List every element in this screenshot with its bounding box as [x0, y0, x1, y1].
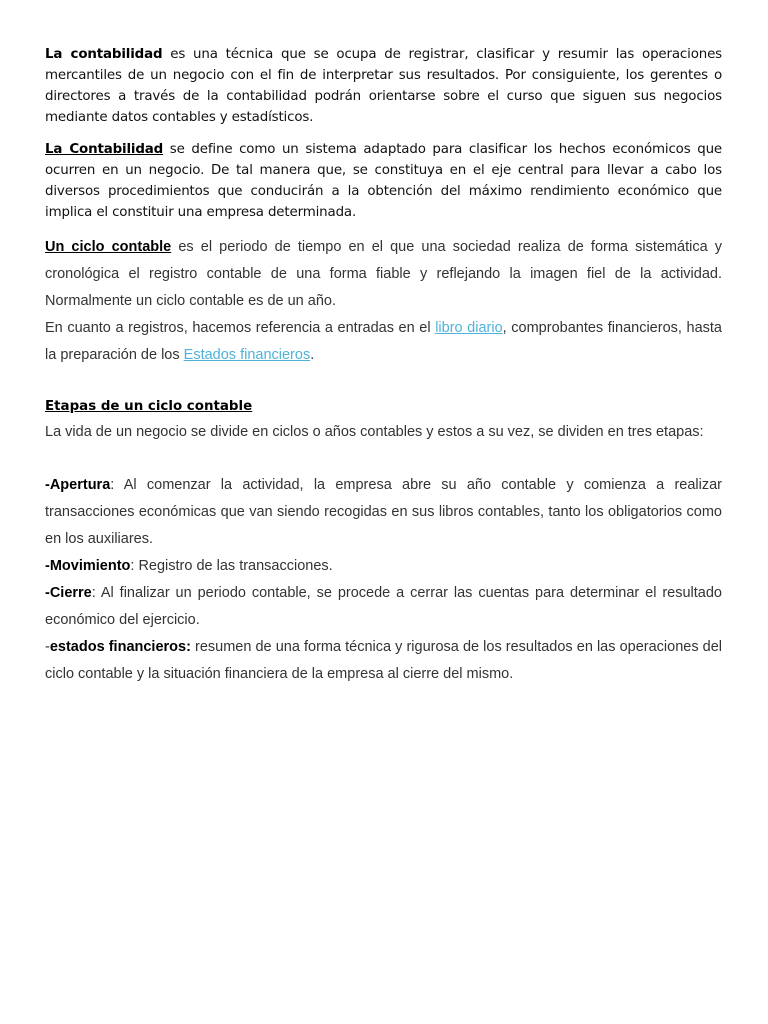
paragraph-text: , comprobantes financieros, hasta la preparación de los	[45, 320, 722, 363]
paragraph-contabilidad-definition	[45, 44, 722, 128]
link-estados-financieros[interactable]: Estados financieros	[183, 347, 311, 363]
stage-dash: -	[45, 639, 50, 655]
paragraph-ciclo-contable	[45, 234, 722, 315]
paragraph-text: se define como un sistema adaptado para clasificar los hechos económicos que ocurren en un negocio. De tal manera que, se constituya en el eje central para llevar a cabo los diversos procedimientos que conducirán a la obtención del máximo rendimiento económico que implica el constituir una empresa determinada.	[45, 142, 722, 220]
paragraph-text: es el periodo de tiempo en el que una sociedad realiza de forma sistemática y cronológica el registro contable de una forma fiable y reflejando la imagen fiel de la actividad. Normalmente un ciclo contable es de un año.	[45, 239, 722, 309]
link-libro-diario[interactable]: libro diario	[435, 320, 503, 336]
paragraph-intro: La vida de un negocio se divide en ciclos o años contables y estos a su vez, se dividen en tres etapas:	[45, 424, 704, 440]
term-la-contabilidad-underlined: La Contabilidad	[45, 142, 164, 157]
paragraph-text: es una técnica que se ocupa de registrar, clasificar y resumir las operaciones mercantiles de un negocio con el fin de interpretar sus resultados. Por consiguiente, los gerentes o directores a través de la contabilidad podrán orientarse sobre el curso que siguen sus negocios mediante datos contables y estadísticos.	[45, 47, 723, 125]
paragraph-contabilidad-sistema	[45, 139, 722, 223]
stage-label: -Cierre	[45, 585, 92, 601]
stage-label: estados financieros:	[49, 639, 191, 655]
blank-line	[45, 446, 722, 472]
stage-text: : Al finalizar un periodo contable, se procede a cerrar las cuentas para determinar el resultado económico del ejercicio.	[45, 585, 722, 628]
document-page	[45, 44, 722, 688]
term-la-contabilidad: La contabilidad	[45, 47, 163, 62]
stage-movimiento	[45, 553, 722, 580]
paragraph-registros	[45, 315, 722, 369]
stage-estados-financieros	[45, 634, 722, 688]
stage-text: : Al comenzar la actividad, la empresa abre su año contable y comienza a realizar transacciones económicas que van siendo recogidas en sus libros contables, tanto los obligatorios como en los auxiliares.	[45, 477, 722, 547]
paragraph-text: .	[310, 347, 315, 363]
stage-cierre	[45, 580, 722, 634]
stage-label: -Apertura	[45, 477, 111, 493]
blank-line	[45, 369, 722, 395]
term-un-ciclo-contable: Un ciclo contable	[45, 239, 172, 255]
paragraph-text: En cuanto a registros, hacemos referencia a entradas en el	[45, 320, 436, 336]
stage-text: : Registro de las transacciones.	[130, 558, 333, 574]
stage-apertura	[45, 472, 722, 553]
stage-label: -Movimiento	[45, 558, 131, 574]
stage-text: resumen de una forma técnica y rigurosa de los resultados en las operaciones del ciclo contable y la situación financiera de la empresa al cierre del mismo.	[45, 639, 723, 682]
section-heading: Etapas de un ciclo contable	[45, 399, 253, 414]
